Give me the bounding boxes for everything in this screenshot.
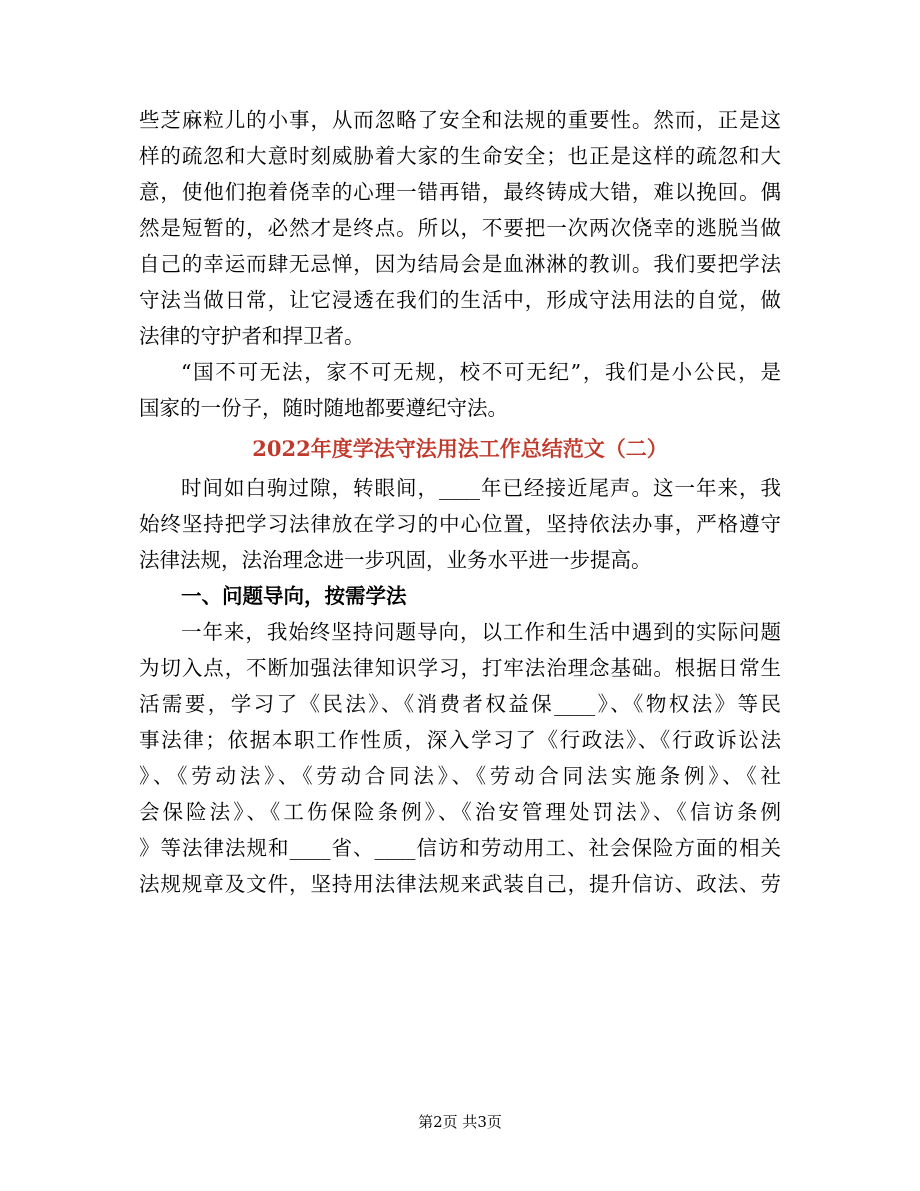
paragraph [139, 470, 781, 578]
text-line: 》、《劳动法》、《劳动合同法》、《劳动合同法实施条例》、《社 [139, 764, 781, 788]
text-line: 守法当做日常，让它浸透在我们的生活中，形成守法用法的自觉，做 [139, 288, 781, 312]
text-line: 法规规章及文件，坚持用法律法规来武装自己，提升信访、政法、劳 [139, 872, 781, 896]
paragraph [139, 614, 781, 902]
text-line: 时间如白驹过隙，转眼间，____年已经接近尾声。这一年来，我 [181, 476, 781, 500]
section-title: 2022年度学法守法用法工作总结范文（二） [252, 436, 668, 461]
text-line: 会保险法》、《工伤保险条例》、《治安管理处罚法》、《信访条例 [139, 800, 781, 824]
section-heading: 一、问题导向，按需学法 [181, 584, 407, 608]
document-body [139, 102, 781, 902]
text-line: 活需要，学习了《民法》、《消费者权益保____》、《物权法》等民 [139, 692, 781, 716]
text-line: 国家的一份子，随时随地都要遵纪守法。 [139, 396, 508, 420]
text-line: 意，使他们抱着侥幸的心理一错再错，最终铸成大错，难以挽回。偶 [139, 180, 781, 204]
text-line: 自己的幸运而肆无忌惮，因为结局会是血淋淋的教训。我们要把学法 [139, 252, 781, 276]
text-line: 》等法律法规和____省、____信访和劳动用工、社会保险方面的相关 [139, 836, 781, 860]
text-line: 为切入点，不断加强法律知识学习，打牢法治理念基础。根据日常生 [139, 656, 781, 680]
text-line: “国不可无法，家不可无规，校不可无纪”，我们是小公民，是 [181, 360, 781, 384]
text-line: 然是短暂的，必然才是终点。所以，不要把一次两次侥幸的逃脱当做 [139, 216, 781, 240]
paragraph [139, 354, 781, 426]
paragraph [139, 102, 781, 354]
text-line: 样的疏忽和大意时刻威胁着大家的生命安全；也正是这样的疏忽和大 [139, 144, 781, 168]
text-line: 法律法规，法治理念进一步巩固，业务水平进一步提高。 [139, 548, 652, 572]
page-number: 第2页 共3页 [418, 1113, 502, 1131]
text-line: 法律的守护者和捍卫者。 [139, 324, 365, 348]
text-line: 一年来，我始终坚持问题导向，以工作和生活中遇到的实际问题 [181, 620, 781, 644]
text-line: 始终坚持把学习法律放在学习的中心位置，坚持依法办事，严格遵守 [139, 512, 781, 536]
text-line: 些芝麻粒儿的小事，从而忽略了安全和法规的重要性。然而，正是这 [139, 108, 781, 132]
text-line: 事法律；依据本职工作性质，深入学习了《行政法》、《行政诉讼法 [139, 728, 781, 752]
